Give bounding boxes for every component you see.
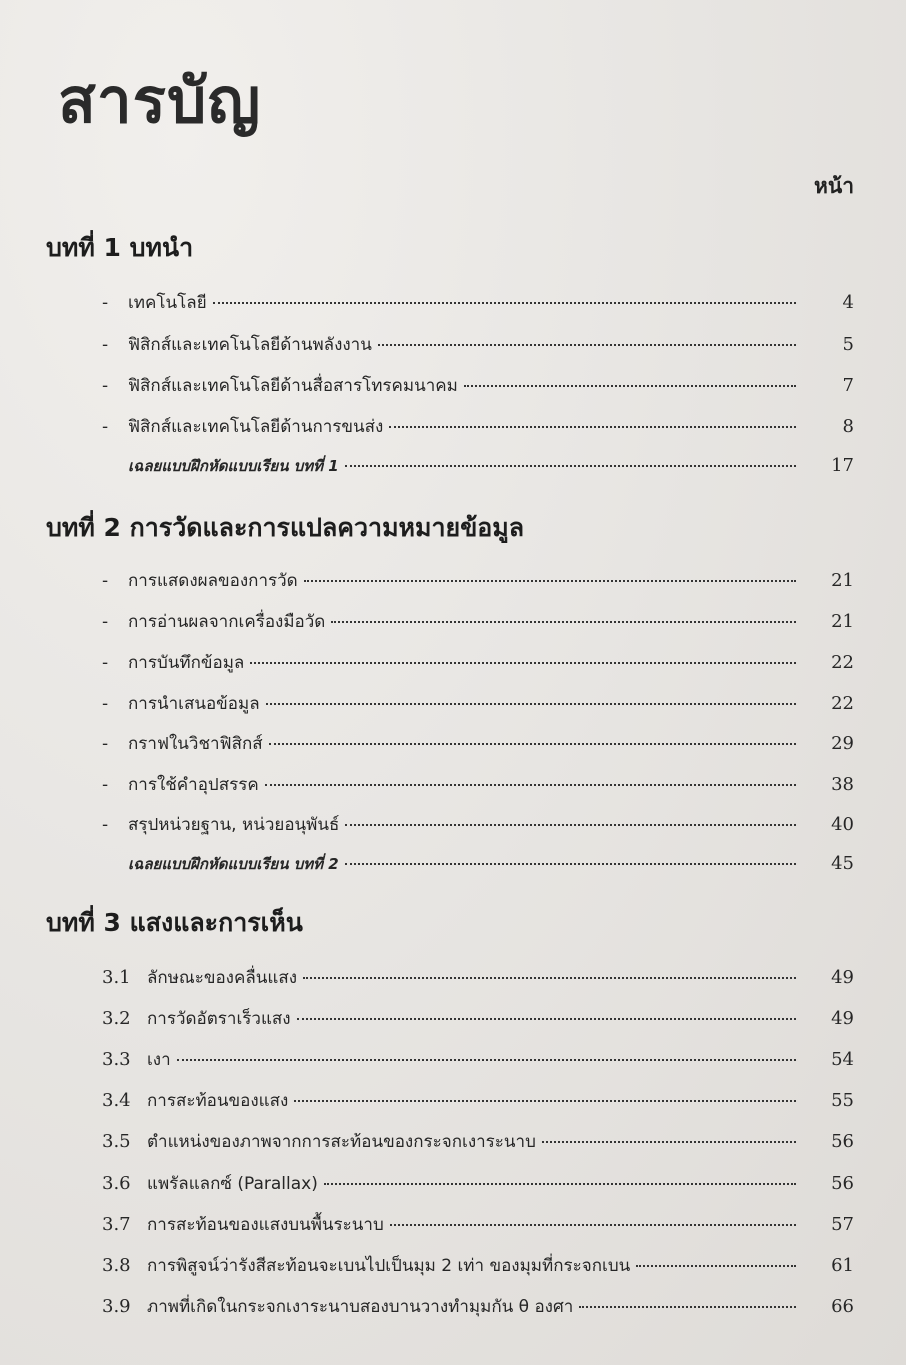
entry-marker: - xyxy=(102,694,109,714)
entry-text: การแสดงผลของการวัด xyxy=(128,571,298,591)
entry-section-number: 3.7 xyxy=(102,1214,131,1235)
entry-page-number: 8 xyxy=(842,416,854,437)
entry-page-number: 4 xyxy=(842,292,854,313)
entry-page-number: 55 xyxy=(831,1090,854,1111)
entry-text: ลักษณะของคลื่นแสง xyxy=(147,968,297,988)
entry-page-number: 21 xyxy=(831,570,854,591)
toc-entry-answer-key[interactable] xyxy=(102,454,854,484)
toc-entry[interactable] xyxy=(102,331,854,361)
entry-text: การสะท้อนของแสง xyxy=(147,1091,289,1111)
entry-text: ตำแหน่งของภาพจากการสะท้อนของกระจกเงาระนาบ xyxy=(147,1132,536,1152)
entry-marker: - xyxy=(102,417,109,437)
entry-text: เงา xyxy=(147,1050,171,1070)
entry-text: การใช้คำอุปสรรค xyxy=(128,775,259,795)
toc-entry[interactable] xyxy=(102,608,854,638)
dot-leader xyxy=(636,1265,796,1267)
toc-entry[interactable] xyxy=(102,690,854,720)
entry-text: ฟิสิกส์และเทคโนโลยีด้านพลังงาน xyxy=(128,335,372,355)
dot-leader xyxy=(390,1224,796,1226)
entry-text: แพรัลแลกซ์ (Parallax) xyxy=(147,1174,318,1194)
dot-leader xyxy=(269,743,796,745)
dot-leader xyxy=(378,344,796,346)
toc-entry[interactable] xyxy=(102,1170,854,1200)
toc-entry-answer-key[interactable] xyxy=(102,852,854,882)
entry-page-number: 7 xyxy=(842,375,854,396)
entry-text: การนำเสนอข้อมูล xyxy=(128,694,260,714)
dot-leader xyxy=(303,977,796,979)
entry-text: การวัดอัตราเร็วแสง xyxy=(147,1009,291,1029)
toc-entry[interactable] xyxy=(102,1293,854,1323)
toc-entry[interactable] xyxy=(102,649,854,679)
entry-page-number: 21 xyxy=(831,611,854,632)
entry-page-number: 40 xyxy=(831,814,854,835)
dot-leader xyxy=(389,426,796,428)
entry-page-number: 54 xyxy=(831,1049,854,1070)
dot-leader xyxy=(579,1306,796,1308)
entry-section-number: 3.6 xyxy=(102,1173,131,1194)
toc-entry[interactable] xyxy=(102,771,854,801)
dot-leader xyxy=(294,1100,796,1102)
entry-marker: - xyxy=(102,335,109,355)
entry-marker: - xyxy=(102,653,109,673)
chapter-heading: บทที่ 3 แสงและการเห็น xyxy=(46,908,303,937)
entry-marker: - xyxy=(102,815,109,835)
entry-text: ฟิสิกส์และเทคโนโลยีด้านสื่อสารโทรคมนาคม xyxy=(128,376,458,396)
entry-marker: - xyxy=(102,376,109,396)
entry-section-number: 3.3 xyxy=(102,1049,131,1070)
entry-page-number: 45 xyxy=(831,853,854,874)
entry-text: ภาพที่เกิดในกระจกเงาระนาบสองบานวางทำมุมกัน θ องศา xyxy=(147,1297,574,1317)
dot-leader xyxy=(464,385,796,387)
dot-leader xyxy=(304,580,796,582)
entry-text: เทคโนโลยี xyxy=(128,293,207,313)
toc-entry[interactable] xyxy=(102,1211,854,1241)
entry-section-number: 3.4 xyxy=(102,1090,131,1111)
entry-text: การบันทึกข้อมูล xyxy=(128,653,245,673)
entry-section-number: 3.2 xyxy=(102,1008,131,1029)
entry-page-number: 57 xyxy=(831,1214,854,1235)
entry-marker: - xyxy=(102,293,109,313)
entry-section-number: 3.9 xyxy=(102,1296,131,1317)
toc-entry[interactable] xyxy=(102,1046,854,1076)
dot-leader xyxy=(213,302,796,304)
entry-section-number: 3.5 xyxy=(102,1131,131,1152)
entry-page-number: 49 xyxy=(831,967,854,988)
entry-marker: - xyxy=(102,734,109,754)
dot-leader xyxy=(297,1018,796,1020)
toc-entry[interactable] xyxy=(102,413,854,443)
page-column-label: หน้า xyxy=(814,174,854,198)
entry-page-number: 5 xyxy=(842,334,854,355)
entry-section-number: 3.1 xyxy=(102,967,131,988)
dot-leader xyxy=(345,863,796,865)
entry-page-number: 49 xyxy=(831,1008,854,1029)
dot-leader xyxy=(265,784,796,786)
toc-entry[interactable] xyxy=(102,1005,854,1035)
entry-page-number: 17 xyxy=(831,455,854,476)
entry-marker: - xyxy=(102,571,109,591)
toc-entry[interactable] xyxy=(102,730,854,760)
chapter-heading: บทที่ 2 การวัดและการแปลความหมายข้อมูล xyxy=(46,513,525,542)
toc-entry[interactable] xyxy=(102,964,854,994)
dot-leader xyxy=(250,662,796,664)
dot-leader xyxy=(345,824,796,826)
page-title: สารบัญ xyxy=(58,64,262,137)
entry-text: เฉลยแบบฝึกหัดแบบเรียน บทที่ 1 xyxy=(128,457,339,475)
toc-entry[interactable] xyxy=(102,1252,854,1282)
entry-text: การอ่านผลจากเครื่องมือวัด xyxy=(128,612,326,632)
chapter-heading: บทที่ 1 บทนำ xyxy=(46,233,194,262)
dot-leader xyxy=(542,1141,796,1143)
dot-leader xyxy=(345,465,796,467)
toc-entry[interactable] xyxy=(102,372,854,402)
dot-leader xyxy=(177,1059,796,1061)
entry-marker: - xyxy=(102,612,109,632)
entry-text: การสะท้อนของแสงบนพื้นระนาบ xyxy=(147,1215,384,1235)
entry-page-number: 29 xyxy=(831,733,854,754)
toc-entry[interactable] xyxy=(102,811,854,841)
dot-leader xyxy=(324,1183,796,1185)
entry-section-number: 3.8 xyxy=(102,1255,131,1276)
toc-entry[interactable] xyxy=(102,1087,854,1117)
entry-page-number: 38 xyxy=(831,774,854,795)
entry-page-number: 56 xyxy=(831,1131,854,1152)
entry-text: กราฟในวิชาฟิสิกส์ xyxy=(128,734,263,754)
entry-page-number: 56 xyxy=(831,1173,854,1194)
entry-page-number: 61 xyxy=(831,1255,854,1276)
entry-page-number: 22 xyxy=(831,693,854,714)
entry-text: สรุปหน่วยฐาน, หน่วยอนุพันธ์ xyxy=(128,815,340,835)
toc-entry[interactable] xyxy=(102,567,854,597)
entry-page-number: 22 xyxy=(831,652,854,673)
toc-entry[interactable] xyxy=(102,289,854,319)
entry-marker: - xyxy=(102,775,109,795)
entry-text: การพิสูจน์ว่ารังสีสะท้อนจะเบนไปเป็นมุม 2 เท่า ของมุมที่กระจกเบน xyxy=(147,1256,631,1276)
entry-text: ฟิสิกส์และเทคโนโลยีด้านการขนส่ง xyxy=(128,417,384,437)
dot-leader xyxy=(266,703,796,705)
toc-entry[interactable] xyxy=(102,1128,854,1158)
dot-leader xyxy=(331,621,796,623)
entry-text: เฉลยแบบฝึกหัดแบบเรียน บทที่ 2 xyxy=(128,855,339,873)
entry-page-number: 66 xyxy=(831,1296,854,1317)
